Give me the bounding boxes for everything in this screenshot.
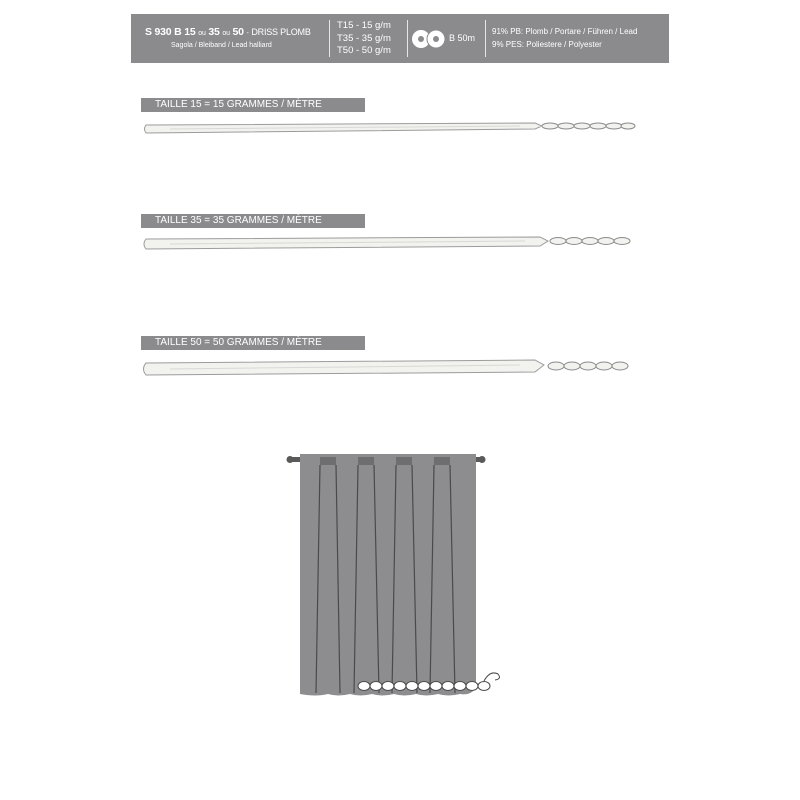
product-title — [145, 26, 311, 38]
lead-cord-50 — [140, 353, 640, 383]
curtain-illustration — [280, 448, 510, 708]
header-divider — [329, 20, 330, 57]
weight-t35: T35 - 35 g/m — [337, 32, 391, 44]
composition-polyester: 9% PES: Poliestere / Polyester — [492, 39, 602, 49]
lead-cord-35 — [140, 229, 640, 259]
product-code-3: 50 — [232, 26, 244, 38]
product-code: S 930 B 15 — [145, 26, 196, 38]
size-label-35: TAILLE 35 = 35 GRAMMES / MÈTRE — [141, 214, 365, 228]
weight-t50: T50 - 50 g/m — [337, 45, 391, 56]
or-text-2: ou — [222, 30, 230, 37]
size-label-50: TAILLE 50 = 50 GRAMMES / MÈTRE — [141, 336, 365, 350]
product-header — [131, 14, 669, 63]
weight-t15: T15 - 15 g/m — [337, 20, 391, 31]
dash-text: - — [246, 30, 249, 37]
weights-list — [337, 20, 391, 58]
hem-lead-cord — [358, 682, 490, 691]
product-name: DRISS PLOMB — [251, 27, 311, 37]
curtain-fabric — [300, 454, 476, 696]
composition-lead: 91% PB: Plomb / Portare / Führen / Lead — [492, 27, 638, 36]
spool-icon — [412, 27, 446, 51]
size-label-15: TAILLE 15 = 15 GRAMMES / MÈTRE — [141, 98, 365, 112]
header-divider — [485, 20, 486, 57]
or-text: ou — [198, 30, 206, 37]
composition-list — [492, 26, 637, 51]
header-divider — [407, 20, 408, 57]
product-code-2: 35 — [208, 26, 220, 38]
product-subtitle: Sagola / Bleiband / Lead halliard — [171, 42, 272, 49]
spool-length: B 50m — [449, 33, 476, 43]
lead-cord-15 — [140, 114, 640, 144]
